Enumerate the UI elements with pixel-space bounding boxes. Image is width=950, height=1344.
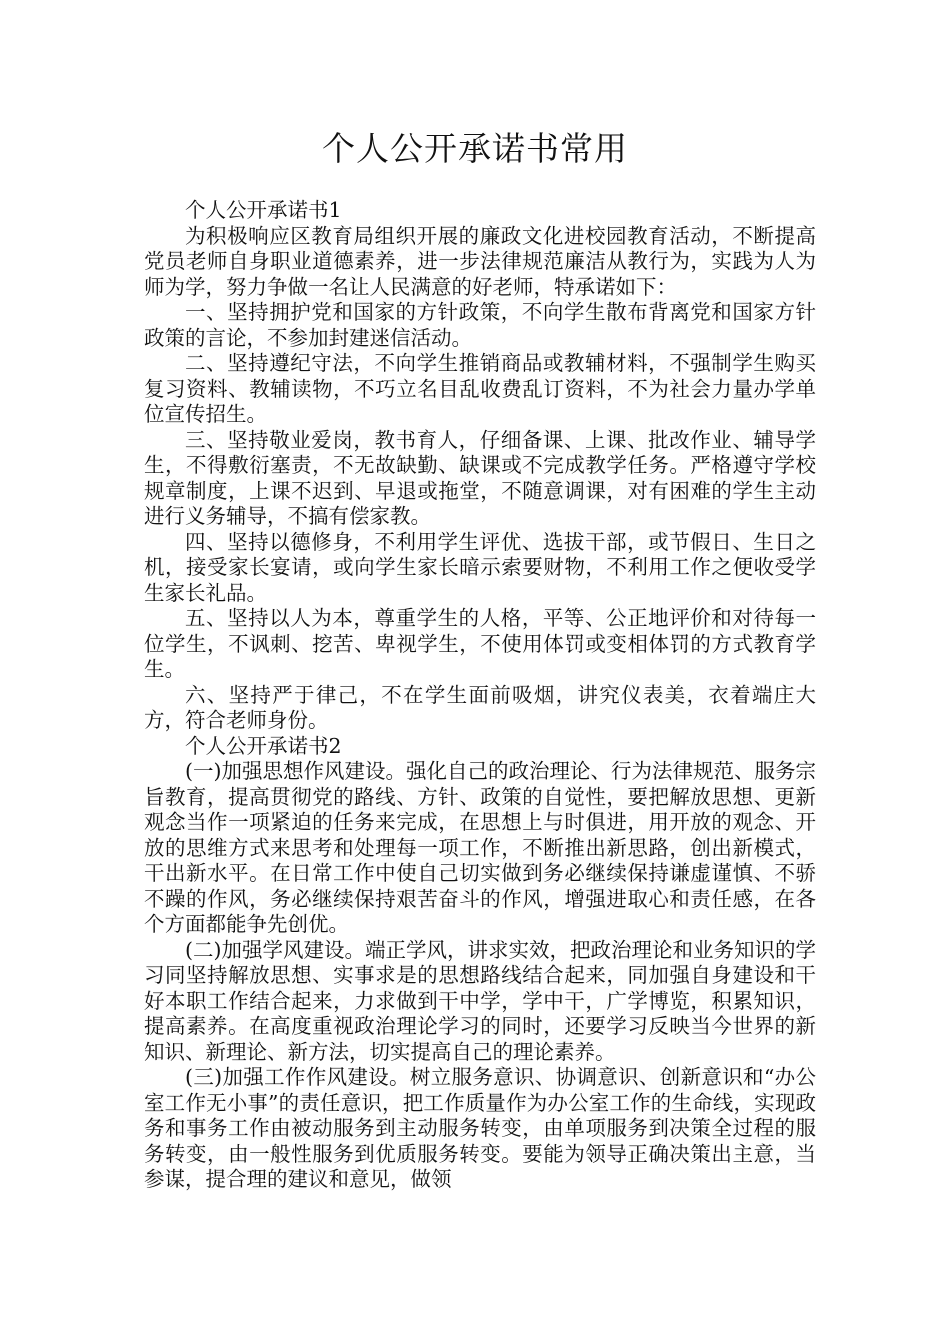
- commitment-item-5: 五、坚持以人为本，尊重学生的人格，平等、公正地评价和对待每一位学生，不讽刺、挖苦、卑视学生，不使用体罚或变相体罚的方式教育学生。: [144, 606, 816, 681]
- section2-item-3: (三)加强工作作风建设。树立服务意识、协调意识、创新意识和“办公室工作无小事”的责任意识，把工作质量作为办公室工作的生命线，实现政务和事务工作由被动服务到主动服务转变，由单项服务到决策全过程的服务转变，由一般性服务到优质服务转变。要能为领导正确决策出主意，当参谋，提合理的建议和意见，做领: [144, 1065, 816, 1191]
- commitment-item-4: 四、坚持以德修身，不利用学生评优、选拔干部，或节假日、生日之机，接受家长宴请，或向学生家长暗示索要财物，不利用工作之便收受学生家长礼品。: [144, 529, 816, 605]
- document-body: [144, 198, 816, 1193]
- section2-item-2: (二)加强学风建设。端正学风，讲求实效，把政治理论和业务知识的学习同坚持解放思想、实事求是的思想路线结合起来，同加强自身建设和干好本职工作结合起来，力求做到干中学，学中干，广学博览，积累知识，提高素养。在高度重视政治理论学习的同时，还要学习反映当今世界的新知识、新理论、新方法，切实提高自己的理论素养。: [144, 937, 816, 1064]
- section-heading-1: 个人公开承诺书1: [185, 198, 342, 222]
- commitment-item-1: 一、坚持拥护党和国家的方针政策，不向学生散布背离党和国家方针政策的言论，不参加封建迷信活动。: [144, 300, 816, 350]
- commitment-item-3: 三、坚持敬业爱岗，教书育人，仔细备课、上课、批改作业、辅导学生，不得敷衍塞责，不无故缺勤、缺课或不完成教学任务。严格遵守学校规章制度，上课不迟到、早退或拖堂，不随意调课，对有困难的学生主动进行义务辅导，不搞有偿家教。: [144, 427, 816, 528]
- document-title: 个人公开承诺书常用: [322, 129, 628, 168]
- section-heading-2: 个人公开承诺书2: [185, 733, 342, 758]
- commitment-item-2: 二、坚持遵纪守法，不向学生推销商品或教辅材料，不强制学生购买复习资料、教辅读物，不巧立名目乱收费乱订资料，不为社会力量办学单位宣传招生。: [144, 351, 816, 426]
- section2-item-1: (一)加强思想作风建设。强化自己的政治理论、行为法律规范、服务宗旨教育，提高贯彻党的路线、方针、政策的自觉性，要把解放思想、更新观念当作一项紧迫的任务来完成，在思想上与时俱进，用开放的观念、开放的思维方式来思考和处理每一项工作，不断推出新思路，创出新模式，干出新水平。在日常工作中使自己切实做到务必继续保持谦虚谨慎、不骄不躁的作风，务必继续保持艰苦奋斗的作风，增强进取心和责任感，在各个方面都能争先创优。: [144, 759, 816, 936]
- commitment-item-6: 六、坚持严于律己，不在学生面前吸烟，讲究仪表美，衣着端庄大方，符合老师身份。: [144, 682, 816, 732]
- intro-paragraph: 为积极响应区教育局组织开展的廉政文化进校园教育活动，不断提高党员老师自身职业道德素养，进一步法律规范廉洁从教行为，实践为人为师为学，努力争做一名让人民满意的好老师，特承诺如下：: [144, 223, 816, 299]
